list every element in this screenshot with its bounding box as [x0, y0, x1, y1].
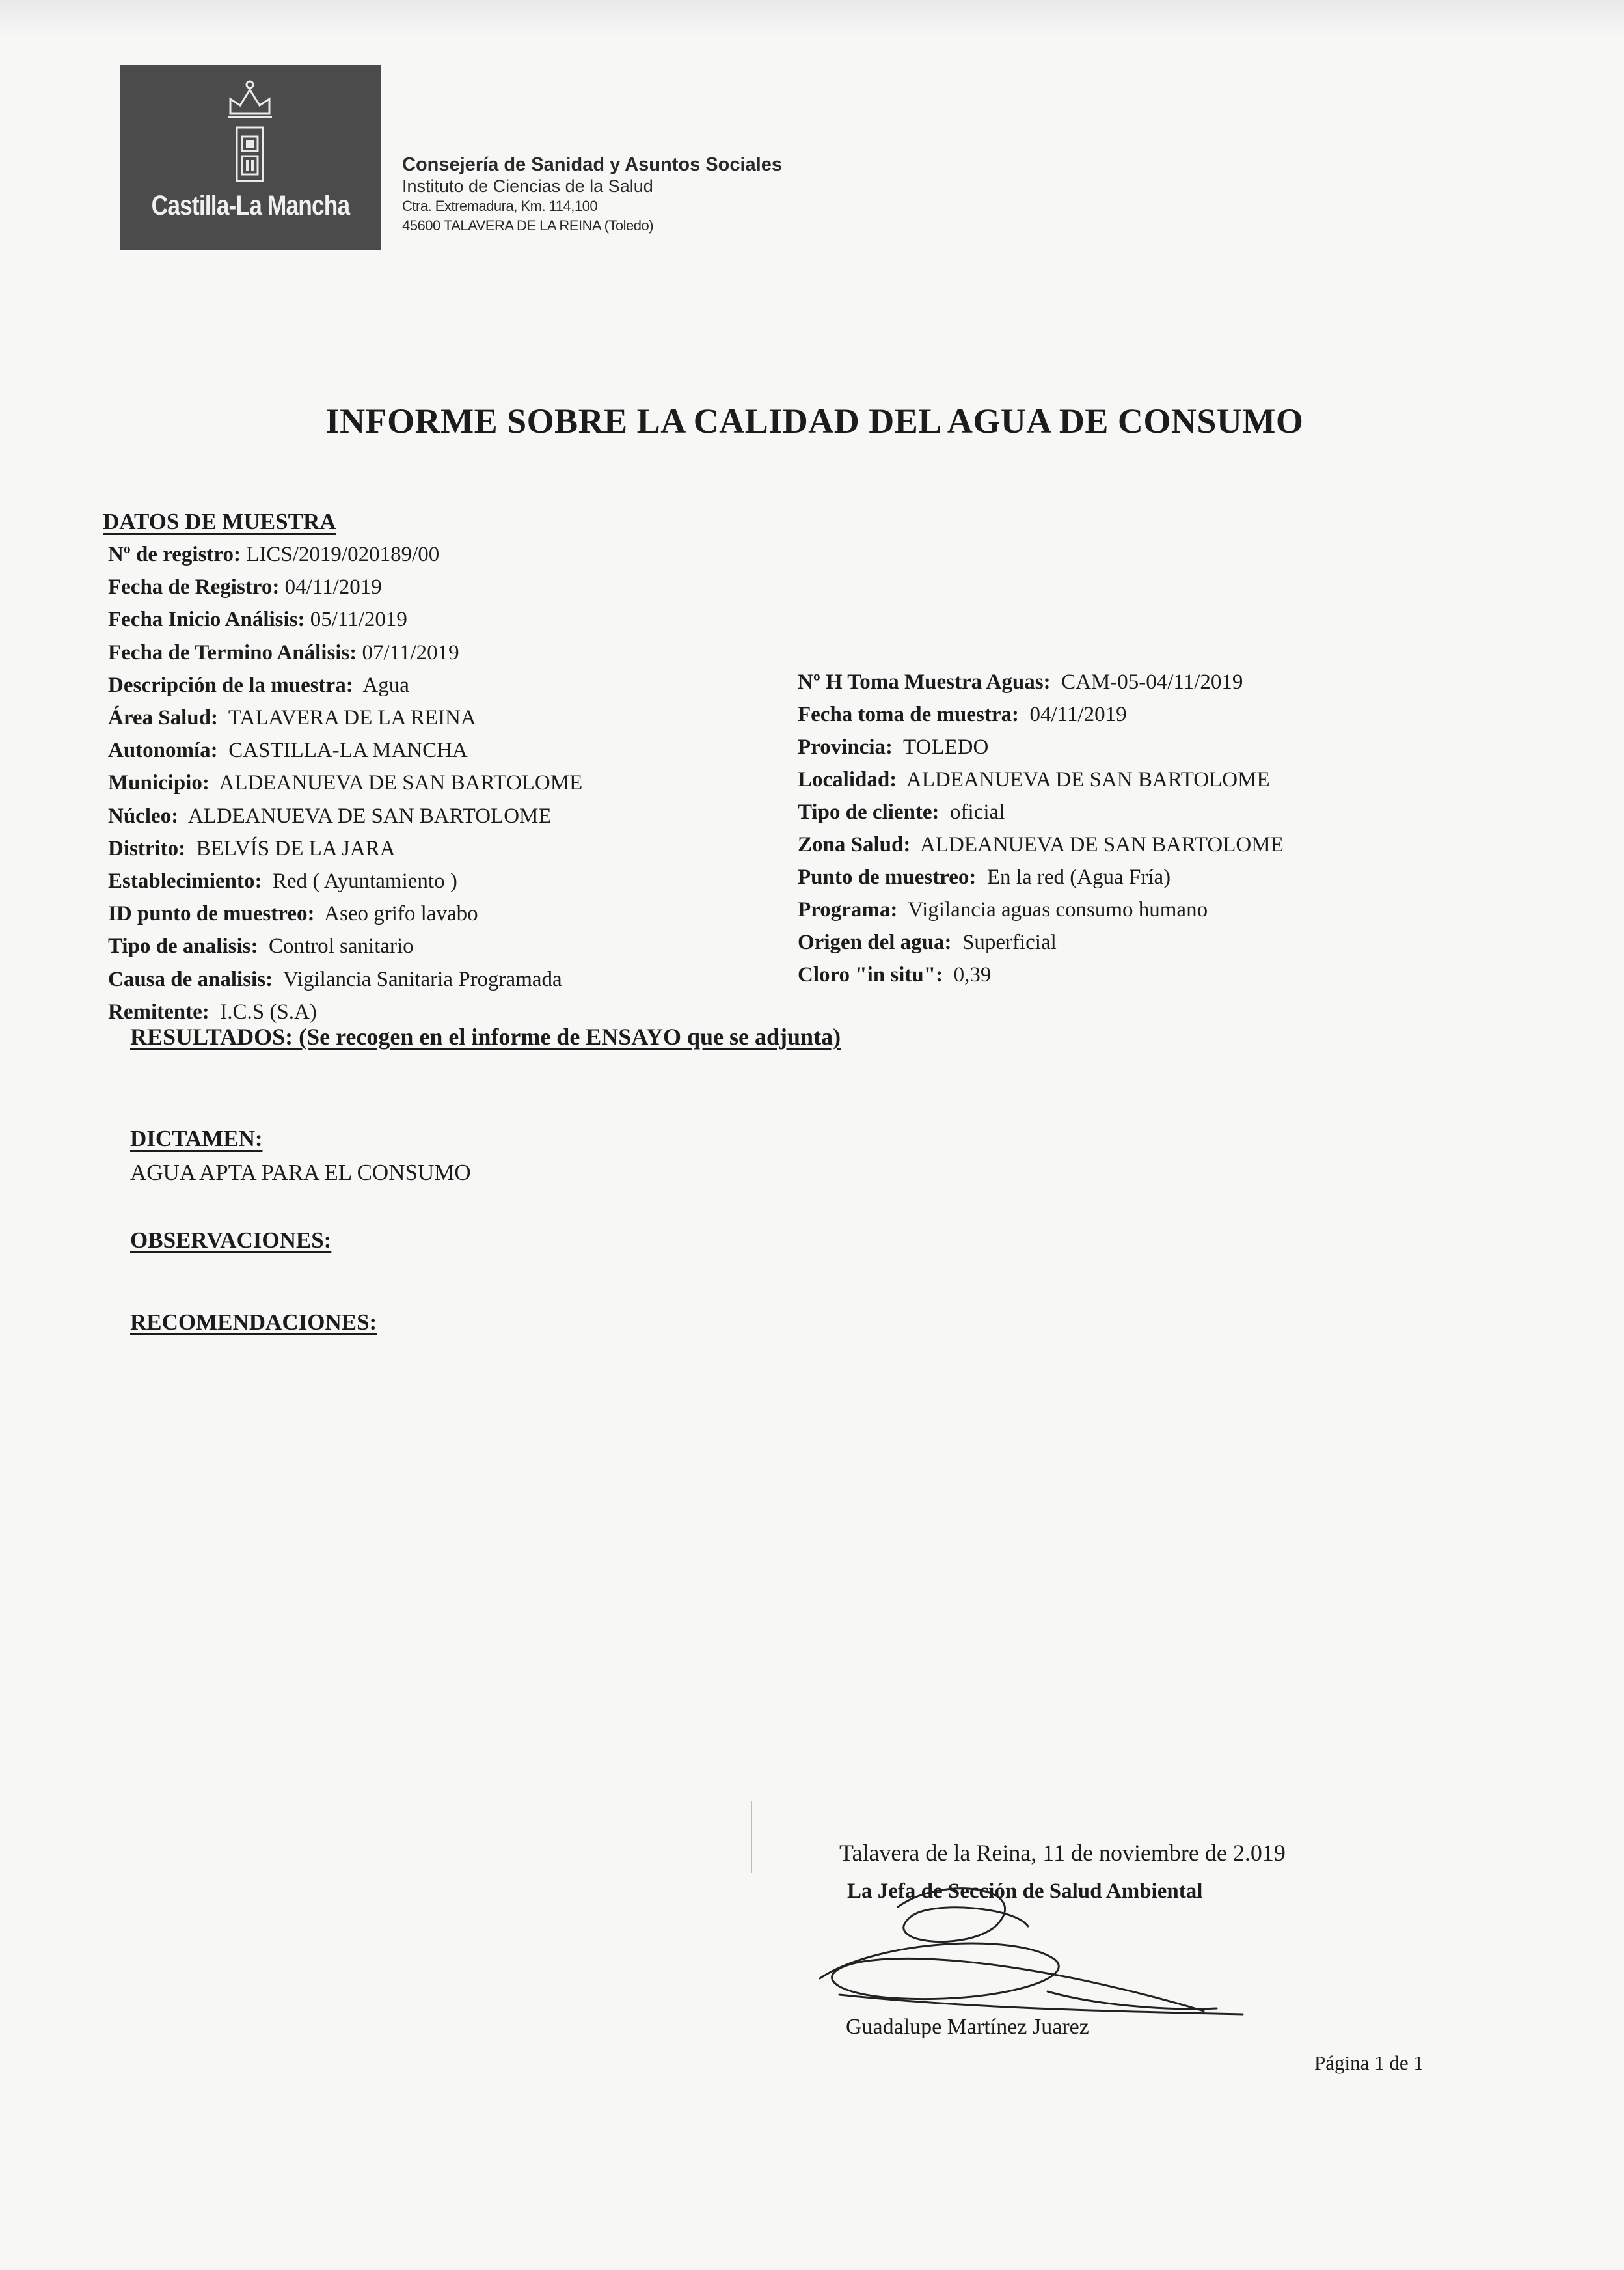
- left-field-value: ALDEANUEVA DE SAN BARTOLOME: [209, 771, 583, 795]
- left-field: [108, 803, 552, 829]
- left-field-value: BELVÍS DE LA JARA: [185, 836, 396, 860]
- right-field-value: En la red (Agua Fría): [976, 866, 1171, 889]
- left-field: [108, 672, 409, 698]
- scan-edge-shade: [0, 0, 1624, 39]
- left-field-value: Control sanitario: [258, 935, 414, 959]
- crown-tower-crest-icon: [217, 74, 282, 189]
- right-field: [798, 832, 1284, 858]
- right-field-label: Zona Salud:: [798, 833, 911, 856]
- left-field: [108, 607, 407, 633]
- right-field-label: Nº H Toma Muestra Aguas:: [798, 670, 1051, 694]
- institution-address: Ctra. Extremadura, Km. 114,100: [402, 198, 598, 214]
- left-field-label: Nº de registro:: [108, 543, 241, 566]
- left-field-label: Área Salud:: [108, 706, 218, 730]
- logo-text: Castilla-La Mancha: [151, 190, 350, 221]
- right-field-value: ALDEANUEVA DE SAN BARTOLOME: [910, 833, 1284, 856]
- right-field: [798, 767, 1270, 793]
- institution-block: [402, 154, 782, 236]
- right-field: [798, 799, 1005, 825]
- left-field-label: Descripción de la muestra:: [108, 673, 353, 697]
- left-field-value: Aseo grifo lavabo: [314, 902, 478, 926]
- right-field-value: 04/11/2019: [1019, 703, 1127, 726]
- resultados-heading: RESULTADOS: (Se recogen en el informe de ENSAYO que se adjunta): [130, 1024, 841, 1050]
- left-field: [108, 933, 414, 959]
- dictamen-text: AGUA APTA PARA EL CONSUMO: [130, 1160, 471, 1185]
- left-field: [108, 966, 562, 992]
- left-field-label: Fecha de Registro:: [108, 575, 280, 599]
- right-field-label: Fecha toma de muestra:: [798, 703, 1019, 726]
- observaciones-heading: OBSERVACIONES:: [130, 1227, 332, 1253]
- right-field-label: Programa:: [798, 898, 898, 922]
- recomendaciones-heading: RECOMENDACIONES:: [130, 1309, 377, 1335]
- left-field: [108, 901, 478, 927]
- left-field-value: 07/11/2019: [357, 640, 459, 664]
- handwritten-signature: [800, 1881, 1256, 2037]
- right-field-label: Tipo de cliente:: [798, 800, 940, 824]
- right-field-value: Superficial: [951, 931, 1057, 954]
- left-field-value: I.C.S (S.A): [209, 1000, 317, 1024]
- right-field-label: Localidad:: [798, 768, 897, 791]
- left-field: [108, 737, 468, 763]
- left-field: [108, 868, 457, 894]
- castilla-la-mancha-logo: [120, 65, 381, 250]
- left-field: [108, 640, 459, 666]
- left-field-value: 04/11/2019: [279, 575, 382, 599]
- signature-date: Talavera de la Reina, 11 de noviembre de 2.019: [839, 1840, 1286, 1866]
- left-field: [108, 574, 382, 600]
- right-field-value: CAM-05-04/11/2019: [1050, 670, 1243, 694]
- right-field: [798, 669, 1243, 695]
- right-field: [798, 929, 1057, 955]
- scan-mark-line: [751, 1801, 752, 1873]
- institution-postal: 45600 TALAVERA DE LA REINA (Toledo): [402, 217, 654, 234]
- left-field-label: ID punto de muestreo:: [108, 902, 315, 926]
- right-field-value: ALDEANUEVA DE SAN BARTOLOME: [897, 768, 1270, 791]
- right-field-value: TOLEDO: [893, 735, 989, 759]
- left-field-label: Causa de analisis:: [108, 967, 273, 991]
- page-number: Página 1 de 1: [1314, 2051, 1424, 2074]
- right-field: [798, 864, 1171, 890]
- left-field-label: Núcleo:: [108, 804, 179, 828]
- right-field-value: oficial: [939, 800, 1005, 824]
- left-field-value: 05/11/2019: [304, 608, 407, 632]
- left-field-label: Autonomía:: [108, 739, 218, 763]
- signature-name: Guadalupe Martínez Juarez: [846, 2015, 1089, 2039]
- datos-muestra-heading: DATOS DE MUESTRA: [103, 509, 336, 534]
- right-field-value: 0,39: [943, 963, 992, 987]
- left-field: [108, 836, 396, 862]
- left-field-value: Agua: [353, 673, 409, 697]
- signature-role: La Jefa de Sección de Salud Ambiental: [847, 1880, 1203, 1903]
- right-field-label: Punto de muestreo:: [798, 866, 977, 889]
- left-field: [108, 541, 439, 568]
- left-field-label: Establecimiento:: [108, 869, 262, 893]
- left-field-label: Remitente:: [108, 1000, 210, 1024]
- report-title: [0, 401, 1624, 441]
- left-field-value: Vigilancia Sanitaria Programada: [273, 967, 562, 991]
- left-field-value: LICS/2019/020189/00: [240, 543, 440, 566]
- left-field: [108, 705, 476, 731]
- right-field-label: Cloro "in situ":: [798, 963, 943, 987]
- institution-consejeria: Consejería de Sanidad y Asuntos Sociales: [402, 154, 782, 175]
- report-title-text: INFORME SOBRE LA CALIDAD DEL AGUA DE CONSUMO: [325, 402, 1304, 441]
- left-field: [108, 999, 317, 1025]
- right-field: [798, 702, 1127, 728]
- right-field-label: Origen del agua:: [798, 931, 952, 954]
- left-field-value: TALAVERA DE LA REINA: [218, 706, 476, 730]
- left-field-value: ALDEANUEVA DE SAN BARTOLOME: [178, 804, 552, 828]
- left-field-label: Tipo de analisis:: [108, 935, 258, 959]
- left-field-label: Municipio:: [108, 771, 210, 795]
- institution-instituto: Instituto de Ciencias de la Salud: [402, 176, 653, 196]
- right-field-value: Vigilancia aguas consumo humano: [897, 898, 1208, 922]
- right-field: [798, 734, 988, 760]
- left-field-label: Distrito:: [108, 836, 186, 860]
- right-field-label: Provincia:: [798, 735, 893, 759]
- dictamen-heading: DICTAMEN:: [130, 1126, 263, 1151]
- left-field-label: Fecha Inicio Análisis:: [108, 608, 305, 632]
- right-field: [798, 962, 991, 988]
- left-field-value: Red ( Ayuntamiento ): [262, 869, 457, 893]
- right-field: [798, 897, 1208, 923]
- left-field-label: Fecha de Termino Análisis:: [108, 640, 357, 664]
- left-field: [108, 770, 582, 796]
- left-field-value: CASTILLA-LA MANCHA: [217, 739, 468, 763]
